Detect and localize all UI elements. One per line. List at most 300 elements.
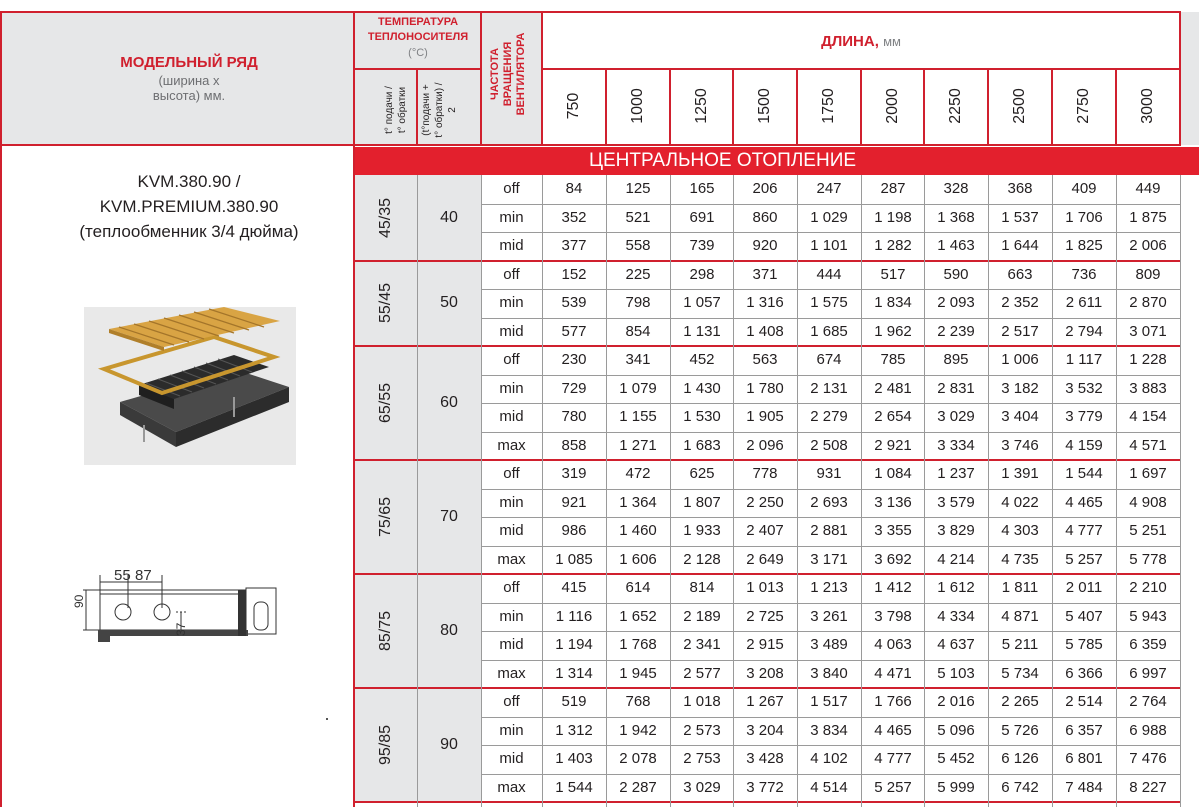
power-value-cell: 8 227 — [1129, 778, 1167, 796]
power-value-cell: 3 532 — [1065, 379, 1103, 397]
power-value-cell: 1 314 — [555, 664, 593, 682]
temperature-unit: (°C) — [408, 47, 428, 59]
power-value-cell: 5 999 — [937, 778, 975, 796]
power-value-cell: 2 078 — [619, 750, 657, 767]
length-header-3: 1500 — [756, 88, 773, 124]
column-separator — [797, 175, 798, 807]
power-value-cell: 1 079 — [619, 379, 657, 397]
power-value-cell: 2 725 — [746, 607, 784, 625]
fan-mode-cell: max — [497, 550, 526, 568]
power-value-cell: 5 778 — [1129, 550, 1167, 568]
temp-avg-border — [416, 68, 418, 146]
power-value-cell: 3 798 — [874, 607, 912, 625]
power-value-cell: 4 735 — [1001, 550, 1039, 568]
power-value-cell: 814 — [689, 579, 715, 596]
power-value-cell: 4 465 — [1065, 493, 1103, 511]
power-value-cell: 4 159 — [1065, 436, 1103, 454]
power-value-cell: 319 — [561, 465, 587, 482]
length-header-divider — [1051, 68, 1053, 146]
power-value-cell: 2 265 — [1001, 693, 1039, 710]
fan-mode-cell: off — [503, 465, 520, 482]
temp-supply-header-line2: t° обратки — [397, 86, 408, 134]
row-separator — [481, 318, 1180, 319]
length-unit: мм — [883, 34, 901, 49]
group-avg-temp: 80 — [440, 622, 458, 639]
power-value-cell: 1 237 — [937, 465, 975, 482]
power-value-cell: 5 452 — [937, 750, 975, 767]
temp-column-separator — [417, 175, 418, 807]
power-value-cell: 1 537 — [1001, 208, 1039, 226]
power-value-cell: 3 208 — [746, 664, 784, 682]
column-separator — [1180, 175, 1181, 807]
group-temp-label: 95/85 — [376, 724, 394, 766]
power-value-cell: 739 — [689, 237, 715, 254]
column-separator — [670, 175, 671, 807]
section-title: ЦЕНТРАЛЬНОЕ ОТОПЛЕНИЕ — [588, 150, 857, 171]
fan-speed-header-line1: ЧАСТОТА — [489, 47, 501, 101]
power-value-cell: 1 430 — [683, 379, 721, 397]
power-value-cell: 1 101 — [810, 237, 848, 254]
power-value-cell: 539 — [561, 294, 587, 311]
column-separator — [481, 175, 482, 807]
power-value-cell: 1 652 — [619, 607, 657, 625]
power-value-cell: 165 — [689, 180, 715, 197]
power-value-cell: 6 997 — [1129, 664, 1167, 682]
power-value-cell: 4 214 — [937, 550, 975, 568]
power-value-cell: 3 029 — [937, 408, 975, 425]
row-separator — [481, 489, 1180, 490]
length-header-divider — [987, 68, 989, 146]
power-value-cell: 4 571 — [1129, 436, 1167, 454]
length-header-divider — [796, 68, 798, 146]
row-separator — [481, 631, 1180, 632]
power-value-cell: 2 341 — [683, 636, 721, 653]
fan-mode-cell: max — [497, 664, 526, 682]
power-value-cell: 3 829 — [937, 522, 975, 539]
power-value-cell: 371 — [752, 265, 778, 283]
fan-mode-cell: mid — [499, 237, 524, 254]
power-value-cell: 2 096 — [746, 436, 784, 454]
power-value-cell: 4 334 — [937, 607, 975, 625]
fan-speed-header-line2: ВРАЩЕНИЯ — [502, 41, 514, 107]
length-header-divider — [669, 68, 671, 146]
power-value-cell: 3 840 — [810, 664, 848, 682]
power-value-cell: 1 544 — [555, 778, 593, 796]
power-value-cell: 4 154 — [1129, 408, 1167, 425]
power-value-cell: 6 742 — [1001, 778, 1039, 796]
power-value-cell: 625 — [689, 465, 715, 482]
power-value-cell: 84 — [565, 180, 583, 197]
power-value-cell: 3 182 — [1001, 379, 1039, 397]
power-value-cell: 125 — [625, 180, 651, 197]
model-series-sub1: (ширина х — [158, 73, 220, 88]
power-value-cell: 3 404 — [1001, 408, 1039, 425]
column-separator — [606, 175, 607, 807]
power-value-cell: 3 779 — [1065, 408, 1103, 425]
power-value-cell: 1 116 — [555, 607, 593, 625]
temperature-title-2: ТЕПЛОНОСИТЕЛЯ — [367, 31, 469, 43]
power-value-cell: 341 — [625, 351, 651, 368]
row-separator — [481, 603, 1180, 604]
group-avg-temp: 40 — [440, 208, 458, 226]
fan-mode-cell: mid — [499, 636, 524, 653]
power-value-cell: 780 — [561, 408, 587, 425]
power-value-cell: 368 — [1007, 180, 1033, 197]
power-value-cell: 3 261 — [810, 607, 848, 625]
power-value-cell: 472 — [625, 465, 651, 482]
dimension-drawing — [68, 560, 298, 660]
column-separator — [988, 175, 989, 807]
power-value-cell: 1 962 — [874, 322, 912, 340]
dim-90-label: 90 — [72, 594, 86, 608]
power-value-cell: 691 — [689, 208, 715, 226]
column-separator — [924, 175, 925, 807]
power-value-cell: 5 943 — [1129, 607, 1167, 625]
power-value-cell: 352 — [561, 208, 587, 226]
power-value-cell: 2 189 — [683, 607, 721, 625]
power-value-cell: 920 — [752, 237, 778, 254]
power-value-cell: 1 575 — [810, 294, 848, 311]
product-image — [84, 307, 296, 465]
power-value-cell: 1 905 — [746, 408, 784, 425]
power-value-cell: 2 693 — [810, 493, 848, 511]
power-value-cell: 798 — [625, 294, 651, 311]
length-header-0: 750 — [565, 92, 582, 120]
power-value-cell: 1 018 — [683, 693, 721, 710]
power-value-cell: 4 303 — [1001, 522, 1039, 539]
power-value-cell: 298 — [689, 265, 715, 283]
length-header-divider — [605, 68, 607, 146]
group-separator — [354, 260, 1180, 262]
power-value-cell: 4 471 — [874, 664, 912, 682]
power-value-cell: 2 093 — [937, 294, 975, 311]
group-separator — [354, 573, 1180, 575]
power-value-cell: 519 — [561, 693, 587, 710]
power-value-cell: 5 785 — [1065, 636, 1103, 653]
length-header-8: 2750 — [1075, 88, 1092, 124]
power-value-cell: 1 408 — [746, 322, 784, 340]
length-header-1: 1000 — [629, 88, 646, 124]
power-value-cell: 577 — [561, 322, 587, 340]
power-value-cell: 3 746 — [1001, 436, 1039, 454]
power-value-cell: 1 644 — [1001, 237, 1039, 254]
power-value-cell: 1 085 — [555, 550, 593, 568]
fan-column-left-border — [480, 11, 482, 146]
length-header-4: 1750 — [820, 88, 837, 124]
fan-mode-cell: off — [503, 265, 520, 283]
model-name-line1: KVM.380.90 / — [137, 172, 241, 191]
power-value-cell: 4 637 — [937, 636, 975, 653]
power-value-cell: 3 772 — [746, 778, 784, 796]
power-value-cell: 860 — [752, 208, 778, 226]
power-value-cell: 1 316 — [746, 294, 784, 311]
power-value-cell: 1 606 — [619, 550, 657, 568]
power-value-cell: 1 697 — [1129, 465, 1167, 482]
fan-mode-cell: off — [503, 693, 520, 710]
fan-mode-cell: mid — [499, 522, 524, 539]
power-value-cell: 230 — [561, 351, 587, 368]
power-value-cell: 4 514 — [810, 778, 848, 796]
model-name-line2: KVM.PREMIUM.380.90 — [99, 197, 279, 216]
power-value-cell: 2 831 — [937, 379, 975, 397]
fan-speed-header-line3: ВЕНТИЛЯТОРА — [515, 32, 527, 116]
power-value-cell: 1 780 — [746, 379, 784, 397]
power-value-cell: 1 267 — [746, 693, 784, 710]
power-value-cell: 4 908 — [1129, 493, 1167, 511]
power-value-cell: 2 210 — [1129, 579, 1167, 596]
convector-illustration — [84, 307, 296, 465]
power-value-cell: 1 544 — [1065, 465, 1103, 482]
power-value-cell: 1 811 — [1001, 579, 1039, 596]
power-value-cell: 287 — [880, 180, 906, 197]
row-separator — [481, 745, 1180, 746]
power-value-cell: 2 794 — [1065, 322, 1103, 340]
row-separator — [481, 517, 1180, 518]
power-value-cell: 4 465 — [874, 721, 912, 739]
fan-mode-cell: off — [503, 351, 520, 368]
power-value-cell: 1 117 — [1065, 351, 1103, 368]
power-value-cell: 2 649 — [746, 550, 784, 568]
length-header-6: 2250 — [947, 88, 964, 124]
power-value-cell: 6 357 — [1065, 721, 1103, 739]
row-separator — [481, 289, 1180, 290]
power-value-cell: 768 — [625, 693, 651, 710]
power-value-cell: 854 — [625, 322, 651, 340]
power-value-cell: 3 171 — [810, 550, 848, 568]
group-temp-label: 45/35 — [376, 197, 394, 238]
group-separator — [354, 801, 1180, 803]
power-value-cell: 4 777 — [1065, 522, 1103, 539]
group-temp-label: 75/65 — [376, 496, 394, 538]
power-value-cell: 1 282 — [874, 237, 912, 254]
group-separator — [354, 345, 1180, 347]
power-value-cell: 2 352 — [1001, 294, 1039, 311]
temp-supply-header-line1: t° подачи / — [384, 86, 395, 134]
fan-mode-cell: min — [499, 294, 524, 311]
power-value-cell: 558 — [625, 237, 651, 254]
power-value-cell: 2 870 — [1129, 294, 1167, 311]
power-value-cell: 1 364 — [619, 493, 657, 511]
power-value-cell: 6 801 — [1065, 750, 1103, 767]
power-value-cell: 2 514 — [1065, 693, 1103, 710]
power-value-cell: 1 368 — [937, 208, 975, 226]
power-value-cell: 895 — [943, 351, 969, 368]
power-value-cell: 6 126 — [1001, 750, 1039, 767]
power-value-cell: 1 945 — [619, 664, 657, 682]
temperature-title-1: ТЕМПЕРАТУРА — [377, 16, 459, 28]
fan-mode-cell: min — [499, 607, 524, 625]
power-value-cell: 1 194 — [555, 636, 593, 653]
group-temp-label: 65/55 — [376, 382, 394, 424]
power-value-cell: 1 463 — [937, 237, 975, 254]
power-value-cell: 3 334 — [937, 436, 975, 454]
length-header-7: 2500 — [1011, 88, 1028, 124]
power-value-cell: 2 128 — [683, 550, 721, 568]
length-header-divider — [1115, 68, 1117, 146]
power-value-cell: 6 366 — [1065, 664, 1103, 682]
power-value-cell: 5 257 — [1065, 550, 1103, 568]
power-value-cell: 1 013 — [746, 579, 784, 596]
length-column-left-border — [541, 11, 543, 146]
power-value-cell: 449 — [1135, 180, 1161, 197]
power-value-cell: 5 096 — [937, 721, 975, 739]
fan-speed-header — [489, 6, 531, 142]
power-value-cell: 1 228 — [1129, 351, 1167, 368]
power-value-cell: 3 428 — [746, 750, 784, 767]
power-value-cell: 5 103 — [937, 664, 975, 682]
power-value-cell: 4 102 — [810, 750, 848, 767]
power-value-cell: 1 768 — [619, 636, 657, 653]
power-value-cell: 1 807 — [683, 493, 721, 511]
power-value-cell: 7 476 — [1129, 750, 1167, 767]
power-value-cell: 1 933 — [683, 522, 721, 539]
power-value-cell: 778 — [752, 465, 778, 482]
power-value-cell: 3 489 — [810, 636, 848, 653]
power-value-cell: 1 131 — [683, 322, 721, 340]
row-separator — [481, 432, 1180, 433]
power-value-cell: 1 612 — [937, 579, 975, 596]
temp-average-header-line3: 2 — [447, 107, 458, 113]
power-value-cell: 1 312 — [555, 721, 593, 739]
left-border — [0, 11, 2, 807]
fan-mode-cell: min — [499, 721, 524, 739]
power-value-cell: 1 875 — [1129, 208, 1167, 226]
power-value-cell: 1 834 — [874, 294, 912, 311]
power-value-cell: 2 006 — [1129, 237, 1167, 254]
power-value-cell: 1 391 — [1001, 465, 1039, 482]
power-value-cell: 1 057 — [683, 294, 721, 311]
power-value-cell: 1 942 — [619, 721, 657, 739]
row-separator — [481, 204, 1180, 205]
power-value-cell: 1 517 — [810, 693, 848, 710]
row-separator — [481, 546, 1180, 547]
power-value-cell: 931 — [816, 465, 842, 482]
group-avg-temp: 50 — [440, 294, 458, 312]
power-value-cell: 4 777 — [874, 750, 912, 767]
model-series-sub2: высота) мм. — [152, 88, 226, 103]
power-value-cell: 2 517 — [1001, 322, 1039, 340]
row-separator — [481, 375, 1180, 376]
power-value-cell: 663 — [1007, 265, 1033, 283]
power-value-cell: 3 071 — [1129, 322, 1167, 340]
column-separator — [1052, 175, 1053, 807]
power-value-cell: 1 706 — [1065, 208, 1103, 226]
group-separator — [354, 459, 1180, 461]
power-value-cell: 1 198 — [874, 208, 912, 226]
length-header-divider — [732, 68, 734, 146]
fan-mode-cell: off — [503, 579, 520, 596]
fan-mode-cell: max — [497, 778, 526, 796]
group-temp-label: 85/75 — [376, 610, 394, 652]
row-separator — [481, 660, 1180, 661]
power-value-cell: 2 481 — [874, 379, 912, 397]
column-separator — [1116, 175, 1117, 807]
power-value-cell: 3 204 — [746, 721, 784, 739]
power-value-cell: 2 753 — [683, 750, 721, 767]
power-value-cell: 3 579 — [937, 493, 975, 511]
power-value-cell: 5 257 — [874, 778, 912, 796]
power-value-cell: 563 — [752, 351, 778, 368]
power-value-cell: 3 883 — [1129, 379, 1167, 397]
power-value-cell: 1 029 — [810, 208, 848, 226]
power-value-cell: 614 — [625, 579, 651, 596]
length-header-2: 1250 — [693, 88, 710, 124]
column-separator — [861, 175, 862, 807]
power-value-cell: 2 011 — [1065, 579, 1103, 596]
power-value-cell: 1 084 — [874, 465, 912, 482]
cross-section-drawing — [68, 560, 298, 660]
fan-mode-cell: mid — [499, 408, 524, 425]
power-value-cell: 2 250 — [746, 493, 784, 511]
group-separator — [354, 687, 1180, 689]
temp-average-header-line2: t° обратки) / — [434, 82, 445, 138]
power-value-cell: 225 — [625, 265, 651, 283]
power-value-cell: 3 355 — [874, 522, 912, 539]
column-separator — [733, 175, 734, 807]
model-series-title: МОДЕЛЬНЫЙ РЯД — [120, 54, 258, 71]
power-value-cell: 986 — [561, 522, 587, 539]
power-value-cell: 2 508 — [810, 436, 848, 454]
power-value-cell: 1 683 — [683, 436, 721, 454]
power-value-cell: 785 — [880, 351, 906, 368]
power-value-cell: 152 — [561, 265, 587, 283]
power-value-cell: 3 029 — [683, 778, 721, 796]
power-value-cell: 2 239 — [937, 322, 975, 340]
power-value-cell: 328 — [943, 180, 969, 197]
power-value-cell: 247 — [816, 180, 842, 197]
power-value-cell: 7 484 — [1065, 778, 1103, 796]
power-value-cell: 521 — [625, 208, 651, 226]
fan-mode-cell: min — [499, 493, 524, 511]
power-value-cell: 5 726 — [1001, 721, 1039, 739]
power-value-cell: 2 611 — [1065, 294, 1103, 311]
power-value-cell: 2 279 — [810, 408, 848, 425]
dim-37-label: 37 — [174, 622, 188, 636]
power-value-cell: 1 403 — [555, 750, 593, 767]
power-value-cell: 5 734 — [1001, 664, 1039, 682]
power-value-cell: 5 211 — [1001, 636, 1039, 653]
power-value-cell: 921 — [561, 493, 587, 511]
row-separator — [481, 232, 1180, 233]
group-avg-temp: 90 — [440, 736, 458, 753]
power-value-cell: 4 063 — [874, 636, 912, 653]
power-value-cell: 517 — [880, 265, 906, 283]
fan-mode-cell: max — [497, 436, 526, 454]
length-header-divider — [923, 68, 925, 146]
fan-mode-cell: min — [499, 379, 524, 397]
power-value-cell: 377 — [561, 237, 587, 254]
power-value-cell: 1 271 — [619, 436, 657, 454]
power-value-cell: 1 685 — [810, 322, 848, 340]
power-value-cell: 2 881 — [810, 522, 848, 539]
power-value-cell: 1 766 — [874, 693, 912, 710]
power-value-cell: 2 131 — [810, 379, 848, 397]
power-value-cell: 415 — [561, 579, 587, 596]
power-value-cell: 729 — [561, 379, 587, 397]
power-value-cell: 2 654 — [874, 408, 912, 425]
row-separator — [481, 717, 1180, 718]
power-value-cell: 5 251 — [1129, 522, 1167, 539]
power-value-cell: 1 460 — [619, 522, 657, 539]
power-value-cell: 5 407 — [1065, 607, 1103, 625]
power-value-cell: 2 407 — [746, 522, 784, 539]
header-bottom-border — [0, 144, 1181, 146]
power-value-cell: 4 022 — [1001, 493, 1039, 511]
power-value-cell: 736 — [1071, 265, 1097, 283]
power-value-cell: 674 — [816, 351, 842, 368]
length-header-5: 2000 — [884, 88, 901, 124]
power-value-cell: 1 530 — [683, 408, 721, 425]
